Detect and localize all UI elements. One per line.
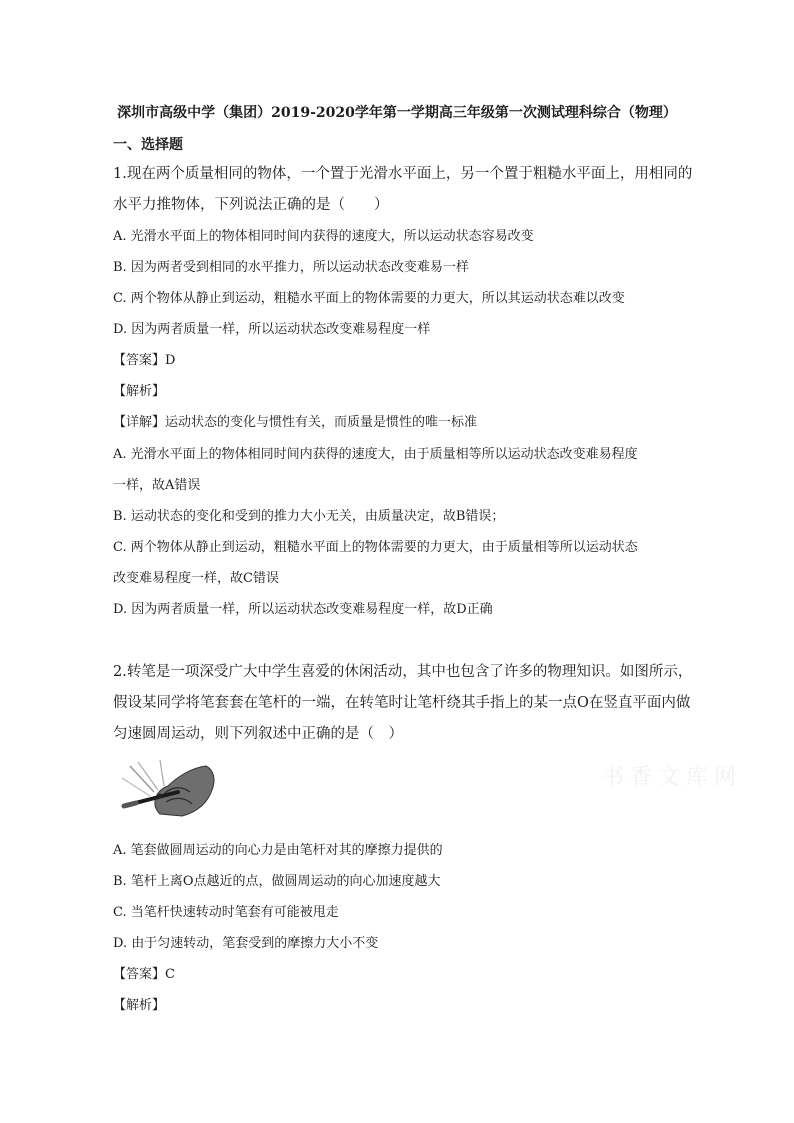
q2-option-d: D. 由于匀速转动，笔套受到的摩擦力大小不变 [113, 936, 379, 951]
q2-option-c: C. 当笔杆快速转动时笔套有可能被甩走 [113, 905, 339, 920]
hand-shape [155, 766, 214, 816]
section-heading: 一、选择题 [113, 137, 183, 153]
q2-option-a: A. 笔套做圆周运动的向心力是由笔杆对其的摩擦力提供的 [113, 843, 443, 858]
q1-explain-a-line2: 一样，故A错误 [113, 478, 201, 493]
pivot-point [158, 794, 163, 799]
document-title: 深圳市高级中学（集团）2019-2020学年第一学期高三年级第一次测试理科综合（物理） [117, 105, 677, 121]
q1-detail: 【详解】运动状态的变化与惯性有关，而质量是惯性的唯一标准 [113, 415, 478, 430]
q1-explain-a-line1: A. 光滑水平面上的物体相同时间内获得的速度大，由于质量相等所以运动状态改变难易程度 [113, 447, 638, 462]
q1-explain-d: D. 因为两者质量一样，所以运动状态改变难易程度一样，故D正确 [113, 602, 493, 617]
q2-option-b: B. 笔杆上离O点越近的点，做圆周运动的向心加速度越大 [113, 874, 441, 889]
q1-option-a: A. 光滑水平面上的物体相同时间内获得的速度大，所以运动状态容易改变 [113, 229, 534, 244]
q2-stem-line1: 2.转笔是一项深受广大中学生喜爱的休闲活动，其中也包含了许多的物理知识。如图所示， [113, 664, 693, 680]
q1-analysis-label: 【解析】 [113, 384, 166, 399]
q1-option-c: C. 两个物体从静止到运动，粗糙水平面上的物体需要的力更大，所以其运动状态难以改变 [113, 291, 625, 306]
q1-stem-line2: 水平力推物体，下列说法正确的是（ ） [113, 197, 389, 213]
q1-option-b: B. 因为两者受到相同的水平推力，所以运动状态改变难易一样 [113, 260, 469, 275]
q2-analysis-label: 【解析】 [113, 998, 166, 1013]
q2-stem-line2: 假设某同学将笔套套在笔杆的一端，在转笔时让笔杆绕其手指上的某一点O在竖直平面内做 [113, 695, 691, 711]
motion-line [160, 760, 164, 786]
q1-explain-c-line1: C. 两个物体从静止到运动，粗糙水平面上的物体需要的力更大，由于质量相等所以运动状态 [113, 540, 638, 555]
q1-explain-c-line2: 改变难易程度一样，故C错误 [113, 571, 279, 586]
q1-answer: 【答案】D [113, 353, 176, 368]
q2-stem-line3: 匀速圆周运动，则下列叙述中正确的是（ ） [113, 726, 403, 742]
motion-line [122, 778, 150, 796]
q1-option-d: D. 因为两者质量一样，所以运动状态改变难易程度一样 [113, 322, 431, 337]
q1-stem-line1: 1.现在两个质量相同的物体，一个置于光滑水平面上，另一个置于粗糙水平面上，用相同的 [113, 166, 693, 182]
q2-answer: 【答案】C [113, 967, 175, 982]
watermark: 书香文库网 [602, 765, 743, 790]
q1-explain-b: B. 运动状态的变化和受到的推力大小无关，由质量决定，故B错误； [113, 509, 505, 524]
pen-spinning-hand-figure [120, 756, 216, 818]
pen-cap [124, 803, 136, 806]
